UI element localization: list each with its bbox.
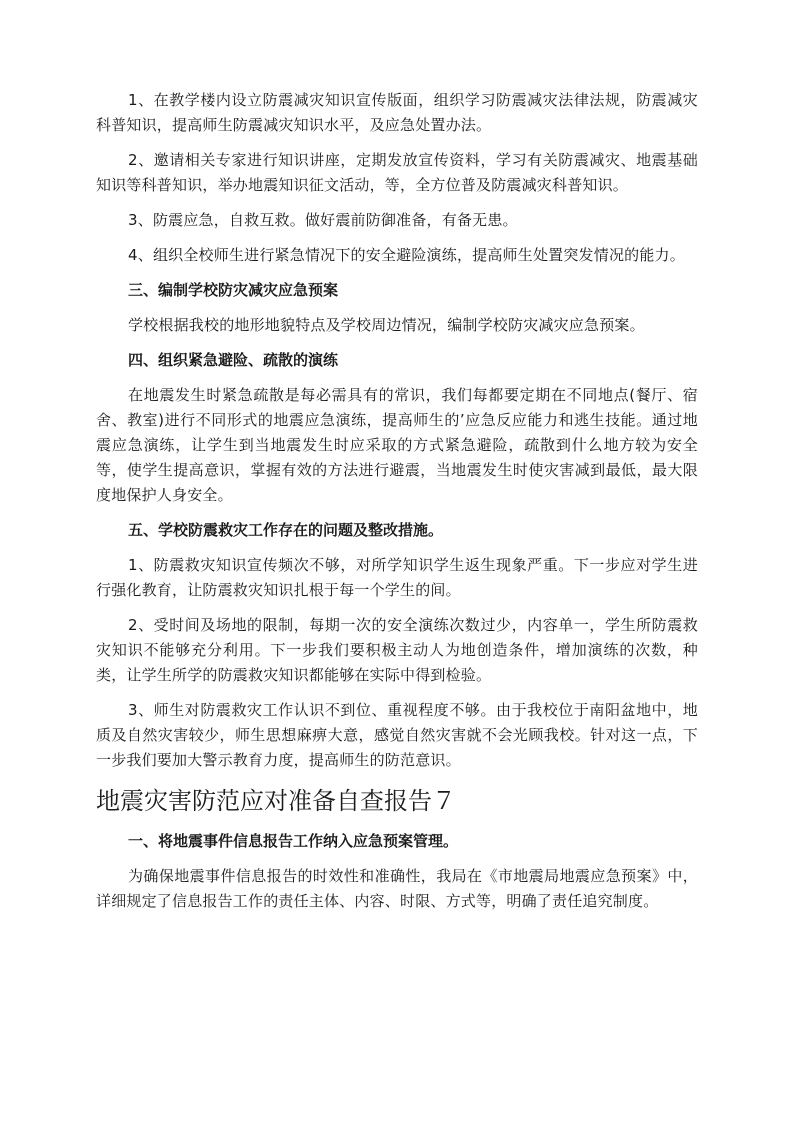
paragraph: 为确保地震事件信息报告的时效性和准确性，我局在《市地震局地震应急预案》中，详细规定了信息报告工作的责任主体、内容、时限、方式等，明确了责任追究制度。 bbox=[96, 867, 698, 910]
section-heading: 三、编制学校防灾减灾应急预案 bbox=[128, 281, 339, 299]
section-heading: 一、将地震事件信息报告工作纳入应急预案管理。 bbox=[128, 832, 459, 850]
paragraph: 1、防震救灾知识宣传频次不够，对所学知识学生返生现象严重。下一步应对学生进行强化教育，让防震救灾知识扎根于每一个学生的间。 bbox=[96, 556, 698, 599]
paragraph: 学校根据我校的地形地貌特点及学校周边情况，编制学校防灾减灾应急预案。 bbox=[128, 316, 645, 334]
paragraph: 3、防震应急，自救互救。做好震前防御准备，有备无患。 bbox=[128, 211, 518, 229]
paragraph: 3、师生对防震救灾工作认识不到位、重视程度不够。由于我校位于南阳盆地中，地质及自然灾害较少，师生思想麻痹大意，感觉自然灾害就不会光顾我校。针对这一点，下一步我们要加大警示教育力度，提高师生的防范意识。 bbox=[96, 701, 698, 769]
document-page bbox=[96, 88, 698, 924]
paragraph: 1、在教学楼内设立防震减灾知识宣传版面，组织学习防震减灾法律法规，防震减灾科普知识，提高师生防震减灾知识水平，及应急处置办法。 bbox=[96, 91, 698, 134]
paragraph: 4、组织全校师生进行紧急情况下的安全避险演练，提高师生处置突发情况的能力。 bbox=[128, 246, 685, 264]
section-heading: 四、组织紧急避险、疏散的演练 bbox=[128, 351, 339, 369]
paragraph: 在地震发生时紧急疏散是每必需具有的常识，我们每都要定期在不同地点(餐厅、宿舍、教室)进行不同形式的地震应急演练，提高师生的’应急反应能力和逃生技能。通过地震应急演练，让学生到当地震发生时应采取的方式紧急避险，疏散到什么地方较为安全等，使学生提高意识，掌握有效的方法进行避震，当地震发生时使灾害减到最低，最大限度地保护人身安全。 bbox=[96, 386, 698, 504]
paragraph: 2、受时间及场地的限制，每期一次的安全演练次数过少，内容单一，学生所防震救灾知识不能够充分利用。下一步我们要积极主动人为地创造条件，增加演练的次数，种类，让学生所学的防震救灾知识都能够在实际中得到检验。 bbox=[96, 616, 698, 684]
section-heading: 五、学校防震救灾工作存在的问题及整改措施。 bbox=[128, 521, 444, 539]
report-title: 地震灾害防范应对准备自查报告７ bbox=[96, 787, 456, 815]
paragraph: 2、邀请相关专家进行知识讲座，定期发放宣传资料，学习有关防震减灾、地震基础知识等科普知识，举办地震知识征文活动，等，全方位普及防震减灾科普知识。 bbox=[96, 151, 698, 194]
